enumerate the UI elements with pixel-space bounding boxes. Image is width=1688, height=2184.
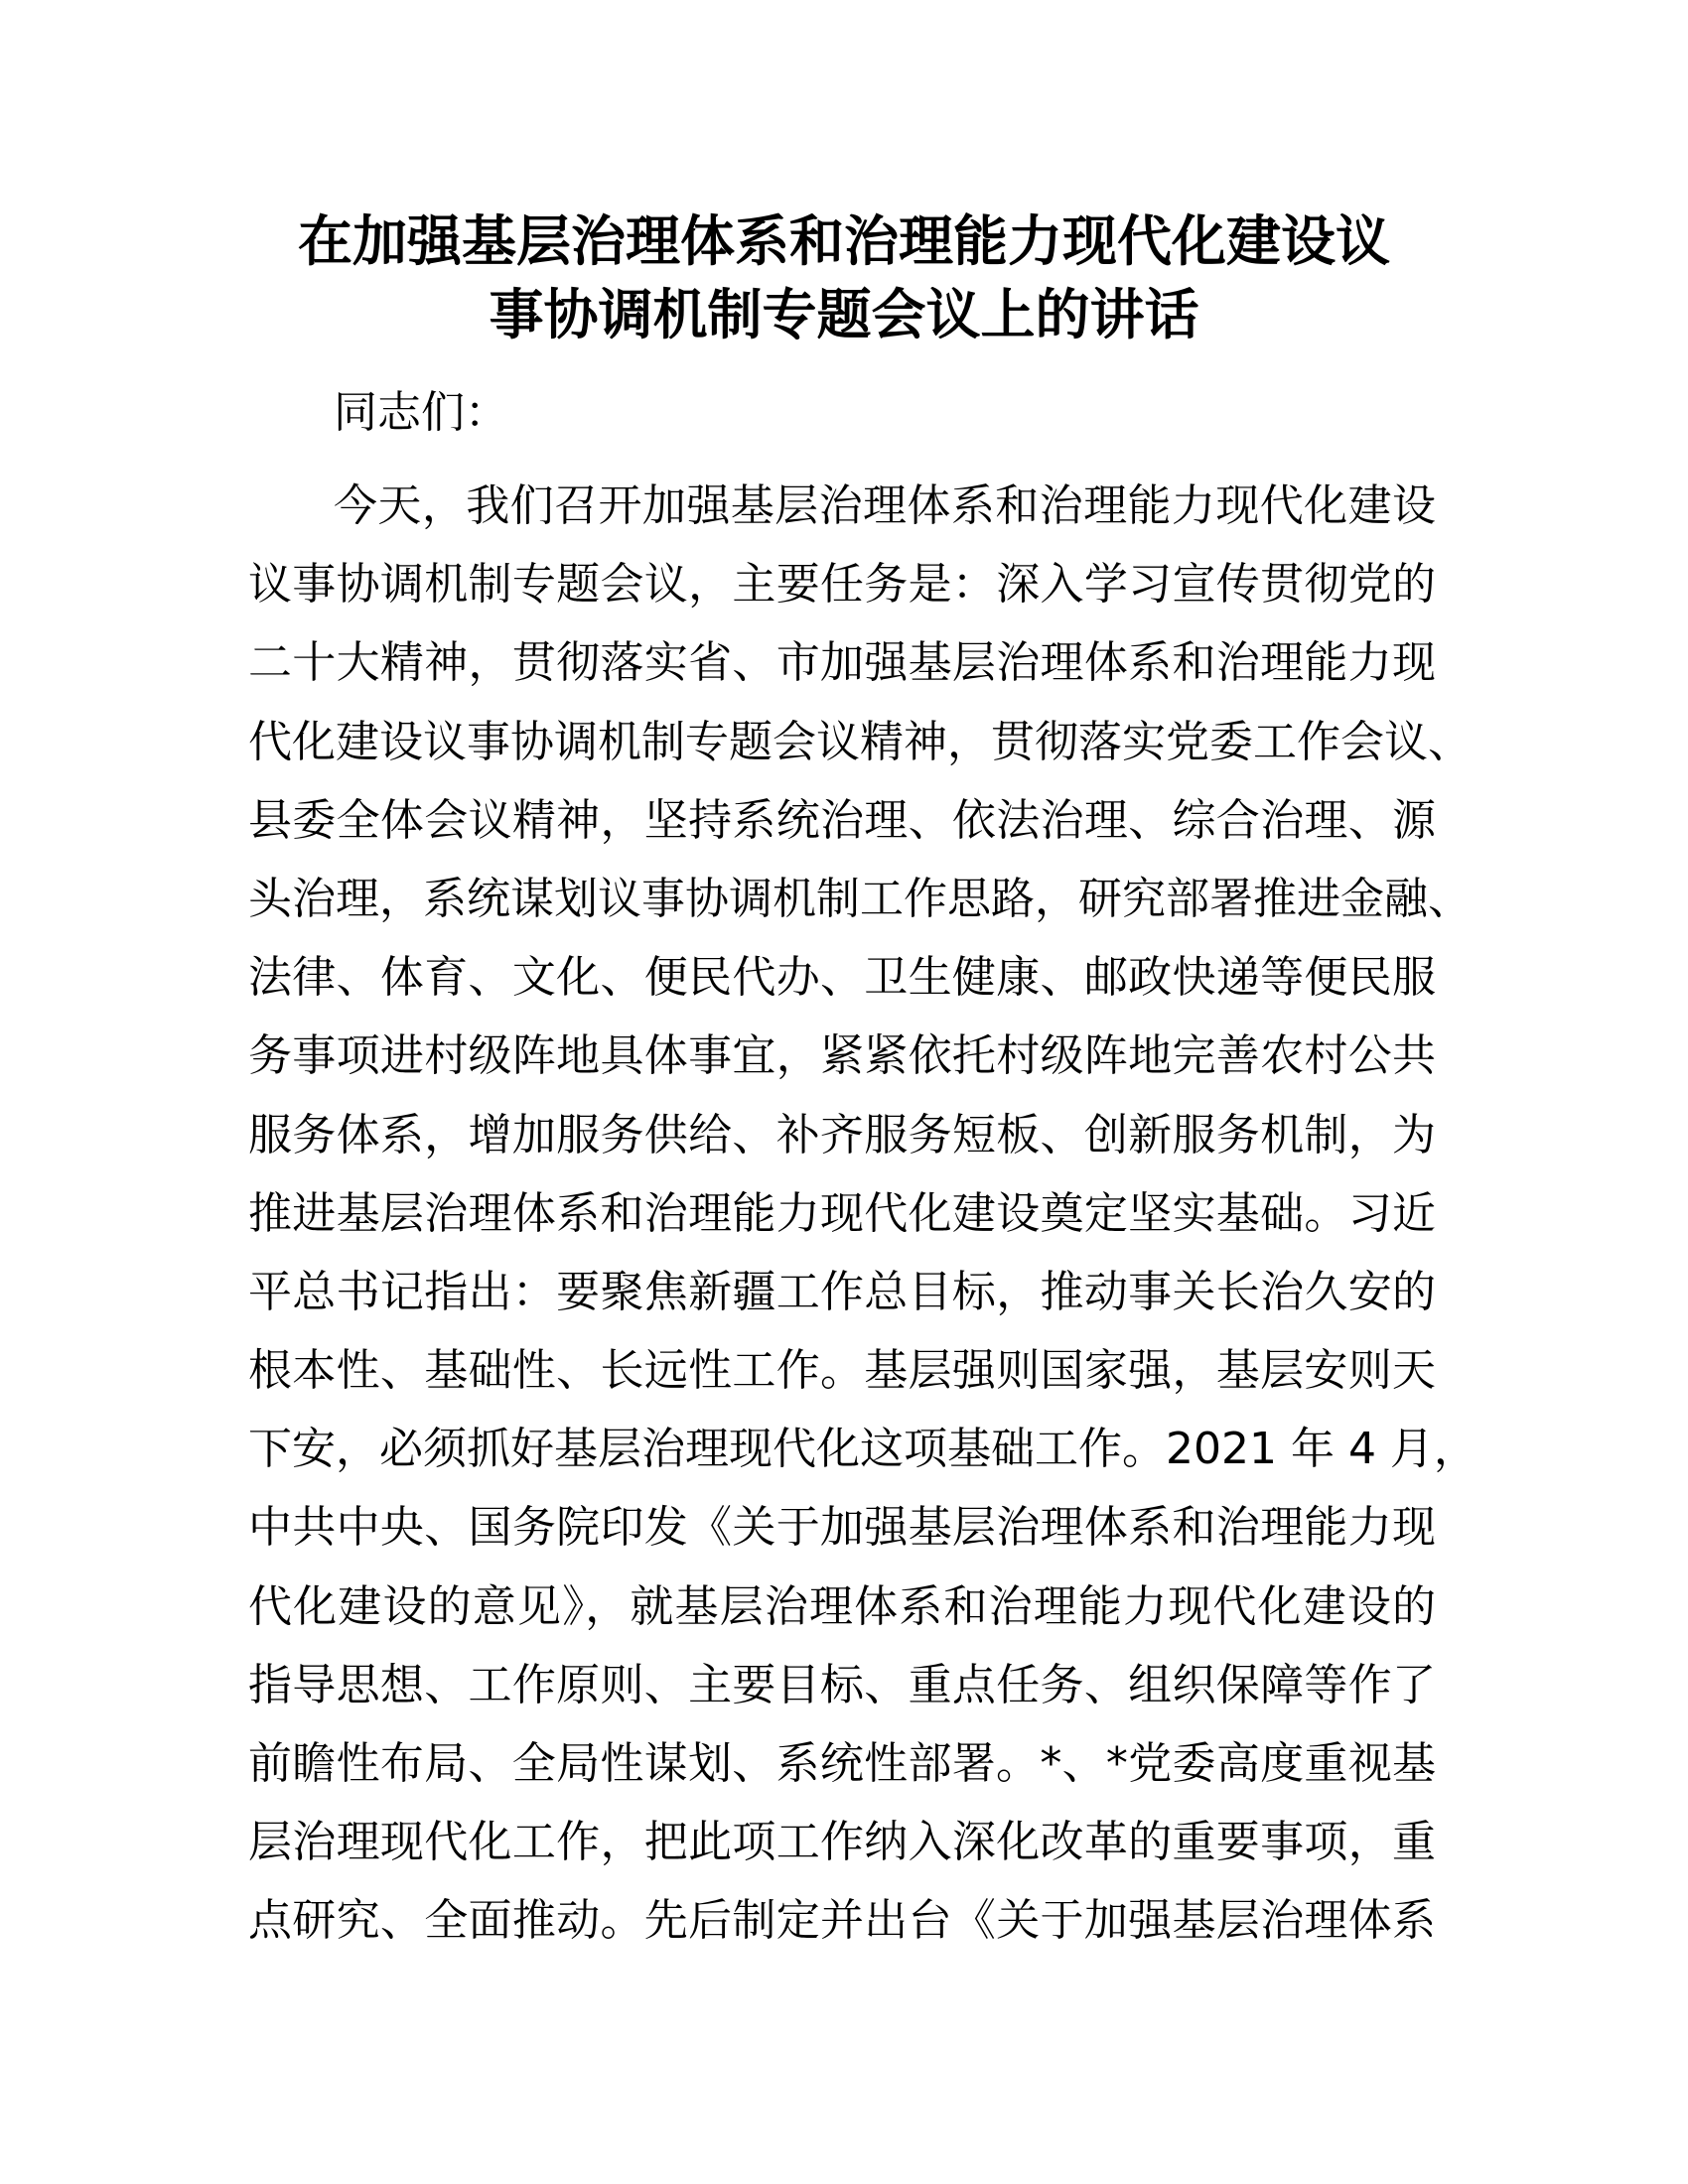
paragraph-line: 议事协调机制专题会议，主要任务是：深入学习宣传贯彻党的	[248, 559, 1436, 611]
title-line-2: 事协调机制专题会议上的讲话	[489, 283, 1199, 346]
paragraph-line: 层治理现代化工作，把此项工作纳入深化改革的重要事项，重	[248, 1817, 1436, 1868]
paragraph-line: 头治理，系统谋划议事协调机制工作思路，研究部署推进金融、	[248, 873, 1472, 924]
body-paragraph	[248, 478, 1477, 1973]
paragraph-line: 法律、体育、文化、便民代办、卫生健康、邮政快递等便民服	[248, 952, 1436, 1004]
title-line-1: 在加强基层治理体系和治理能力现代化建设议	[297, 209, 1390, 273]
paragraph-line: 今天，我们召开加强基层治理体系和治理能力现代化建设	[334, 480, 1436, 531]
paragraph-line: 县委全体会议精神，坚持系统治理、依法治理、综合治理、源	[248, 794, 1436, 846]
paragraph-line: 指导思想、工作原则、主要目标、重点任务、组织保障等作了	[248, 1659, 1436, 1710]
paragraph-line: 前瞻性布局、全局性谋划、系统性部署。*、*党委高度重视基	[248, 1738, 1436, 1789]
paragraph-line: 代化建设的意见》，就基层治理体系和治理能力现代化建设的	[248, 1580, 1436, 1632]
paragraph-line: 根本性、基础性、长远性工作。基层强则国家强，基层安则天	[248, 1345, 1436, 1397]
paragraph-line: 点研究、全面推动。先后制定并出台《关于加强基层治理体系	[248, 1895, 1436, 1947]
paragraph-line: 平总书记指出：要聚焦新疆工作总目标，推动事关长治久安的	[248, 1266, 1436, 1317]
paragraph-line: 下安，必须抓好基层治理现代化这项基础工作。2021 年 4 月，	[248, 1424, 1477, 1475]
document-title	[0, 205, 1688, 351]
paragraph-line: 中共中央、国务院印发《关于加强基层治理体系和治理能力现	[248, 1502, 1436, 1554]
paragraph-line: 务事项进村级阵地具体事宜，紧紧依托村级阵地完善农村公共	[248, 1030, 1436, 1082]
paragraph-line: 二十大精神，贯彻落实省、市加强基层治理体系和治理能力现	[248, 637, 1436, 689]
paragraph-line: 服务体系，增加服务供给、补齐服务短板、创新服务机制，为	[248, 1109, 1436, 1160]
paragraph-line: 推进基层治理体系和治理能力现代化建设奠定坚实基础。习近	[248, 1187, 1436, 1239]
paragraph-line: 代化建设议事协调机制专题会议精神，贯彻落实党委工作会议、	[248, 716, 1472, 767]
salutation: 同志们：	[334, 387, 508, 438]
